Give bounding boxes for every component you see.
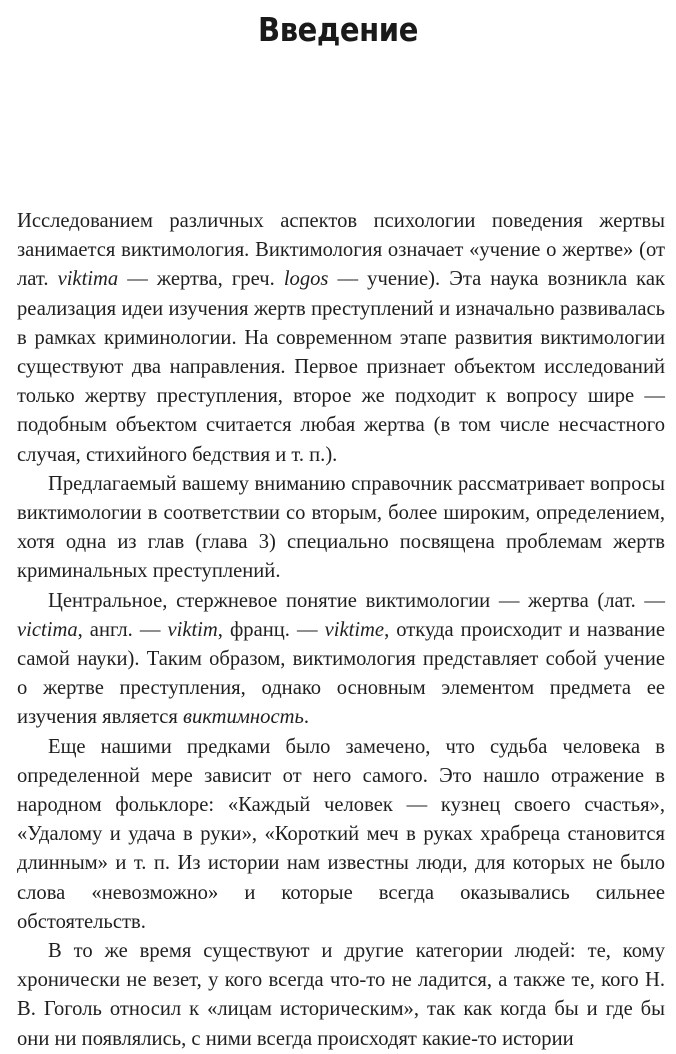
paragraph-3-text-e: , франц. — xyxy=(217,618,325,641)
paragraph-3-latin-term: victima xyxy=(17,618,78,641)
paragraph-1-text-c: — жертва, греч. xyxy=(118,268,284,291)
paragraph-1-text-a: Исследованием различных аспектов психологии поведения жертвы занимается виктимология. Виктимология означает «учение о жертве» (от лат. xyxy=(17,210,665,291)
paragraph-1-text-e: — учение). Эта наука возникла как реализация идеи изучения жертв преступлений и изначально развивалась в рамках криминологии. На современном этапе развития виктимологии существуют два направления. Первое признает объектом исследований только жертву преступления, второе же подходит к вопросу шире — подобным объектом считается любая жертва (в том числе несчастного случая, стихийного бедствия и т. п.). xyxy=(17,268,665,466)
paragraph-3-english-term: viktim xyxy=(167,618,218,641)
paragraph-5: В то же время существуют и другие категории людей: те, кому хронически не везет, у кого всегда что-то не ладится, а также те, кого Н. В. Гоголь относил к «лицам историческим», так как когда бы и где бы они ни появлялись, с ними всегда происходят какие-то истории xyxy=(17,940,665,1050)
paragraph-1-greek-term: logos xyxy=(283,268,329,291)
paragraph-3-text-i: . xyxy=(303,706,309,729)
paragraph-3-emphasis-term: виктимность xyxy=(183,706,304,729)
paragraph-3-french-term: viktime xyxy=(324,618,385,641)
paragraph-2: Предлагаемый вашему вниманию справочник рассматривает вопросы виктимологии в соответствии со вторым, более широким, определением, хотя одна из глав (глава 3) специально посвящена проблемам жертв криминальных преступлений. xyxy=(17,472,665,583)
paragraph-3-text-c: , англ. — xyxy=(77,618,168,641)
body-text xyxy=(17,207,665,1054)
paragraph-3-text-a: Центральное, стержневое понятие виктимологии — жертва (лат. — xyxy=(48,589,665,612)
paragraph-1 xyxy=(17,207,665,470)
paragraph-3-text-g: , откуда происходит и название самой науки). Таким образом, виктимология представляет собой учение о жертве преступления, однако основным элементом предмета ее изучения является xyxy=(17,618,665,729)
paragraph-3 xyxy=(17,587,665,733)
chapter-heading: Введение xyxy=(258,10,418,49)
paragraph-1-latin-term: viktima xyxy=(57,268,119,291)
paragraph-4: Еще нашими предками было замечено, что судьба человека в определенной мере зависит от него самого. Это нашло отражение в народном фольклоре: «Каждый человек — кузнец своего счастья», «Удалому и удача в руки», «Короткий меч в руках храбреца становится длинным» и т. п. Из истории нам известны люди, для которых не было слова «невозможно» и которые всегда оказывались сильнее обстоятельств. xyxy=(17,735,665,933)
